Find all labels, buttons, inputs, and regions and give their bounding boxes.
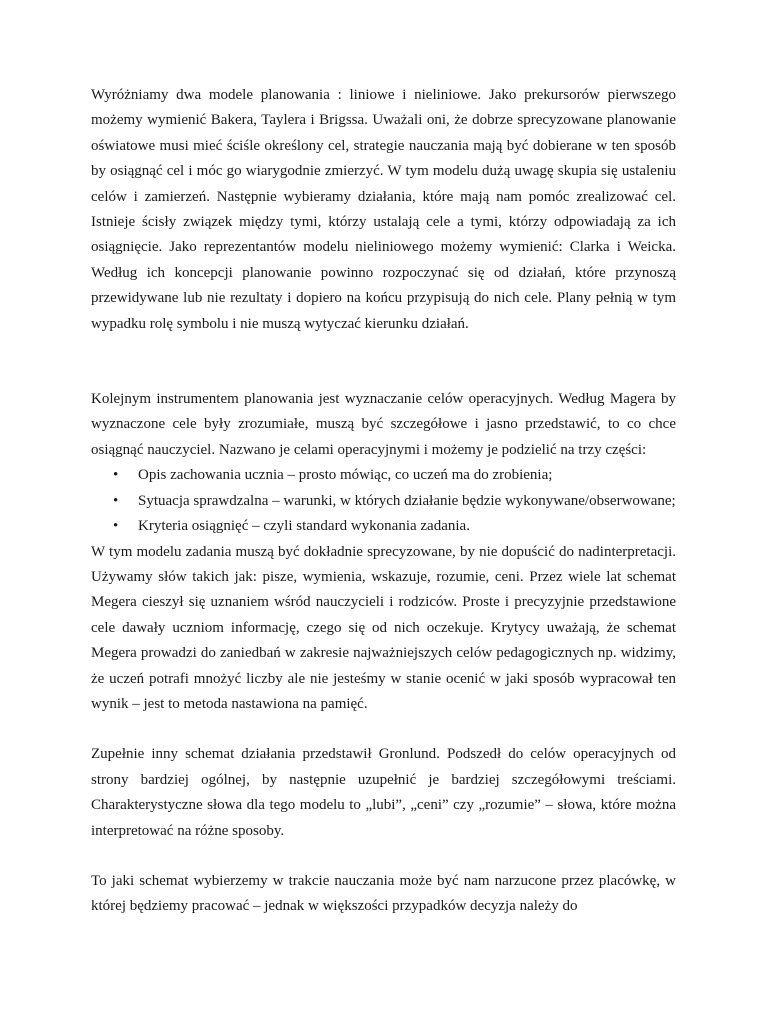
paragraph-spacer: [91, 337, 676, 387]
paragraph-operational-goals: Kolejnym instrumentem planowania jest wyznaczanie celów operacyjnych. Według Magera by wyznaczone cele były zrozumiałe, muszą być szczegółowe i jasno przedstawić, to co chce osiągnąć nauczyciel. Nazwano je celami operacyjnymi i możemy je podzielić na trzy części:: [91, 391, 676, 458]
list-item: [91, 489, 676, 514]
bullet-icon: •: [113, 492, 119, 509]
bullet-list: [91, 463, 676, 539]
list-item-text: Opis zachowania ucznia – prosto mówiąc, co uczeń ma do zrobienia;: [138, 467, 553, 484]
list-item-text: Kryteria osiągnięć – czyli standard wykonania zadania.: [138, 518, 470, 535]
bullet-icon: •: [113, 467, 119, 484]
bullet-icon: •: [113, 518, 119, 535]
paragraph-mager-model: W tym modelu zadania muszą być dokładnie sprecyzowane, by nie dopuścić do nadinterpretacji. Używamy słów takich jak: pisze, wymienia, wskazuje, rozumie, ceni. Przez wiele lat schemat Megera cieszył się uznaniem wśród nauczycieli i rodziców. Proste i precyzyjnie przedstawione cele dawały uczniom informację, czego się od nich oczekuje. Krytycy uważają, że schemat Megera prowadzi do zaniedbań w zakresie najważniejszych celów pedagogicznych np. widzimy, że uczeń potrafi mnożyć liczby ale nie jesteśmy w stanie ocenić w jaki sposób wypracował ten wynik – jest to metoda nastawiona na pamięć.: [91, 543, 676, 712]
paragraph-spacer: [91, 844, 676, 869]
document-page: [91, 83, 676, 920]
list-item: [91, 514, 676, 539]
list-item: [91, 463, 676, 488]
paragraph-spacer: [91, 717, 676, 742]
list-item-text: Sytuacja sprawdzalna – warunki, w których działanie będzie wykonywane/obserwowane;: [138, 492, 676, 509]
paragraph-schema-choice: To jaki schemat wybierzemy w trakcie nauczania może być nam narzucone przez placówkę, w której będziemy pracować – jednak w większości przypadków decyzja należy do: [91, 872, 676, 915]
paragraph-gronlund-model: Zupełnie inny schemat działania przedstawił Gronlund. Podszedł do celów operacyjnych od strony bardziej ogólnej, by następnie uzupełnić je bardziej szczegółowymi treściami. Charakterystyczne słowa dla tego modelu to „lubi”, „ceni” czy „rozumie” – słowa, które można interpretować na różne sposoby.: [91, 746, 676, 839]
paragraph-planning-models: Wyróżniamy dwa modele planowania : liniowe i nieliniowe. Jako prekursorów pierwszego możemy wymienić Bakera, Taylera i Brigssa. Uważali oni, że dobrze sprecyzowane planowanie oświatowe musi mieć ściśle określony cel, strategie nauczania mają być dobierane w ten sposób by osiągnąć cel i móc go wiarygodnie zmierzyć. W tym modelu dużą uwagę skupia się ustaleniu celów i zamierzeń. Następnie wybieramy działania, które mają nam pomóc zrealizować cel. Istnieje ścisły związek między tymi, którzy ustalają cele a tymi, którzy odpowiadają za ich osiągnięcie. Jako reprezentantów modelu nieliniowego możemy wymienić: Clarka i Weicka. Według ich koncepcji planowanie powinno rozpoczynać się od działań, które przynoszą przewidywane lub nie rezultaty i dopiero na końcu przypisują do nich cele. Plany pełnią w tym wypadku rolę symbolu i nie muszą wytyczać kierunku działań.: [91, 87, 676, 332]
